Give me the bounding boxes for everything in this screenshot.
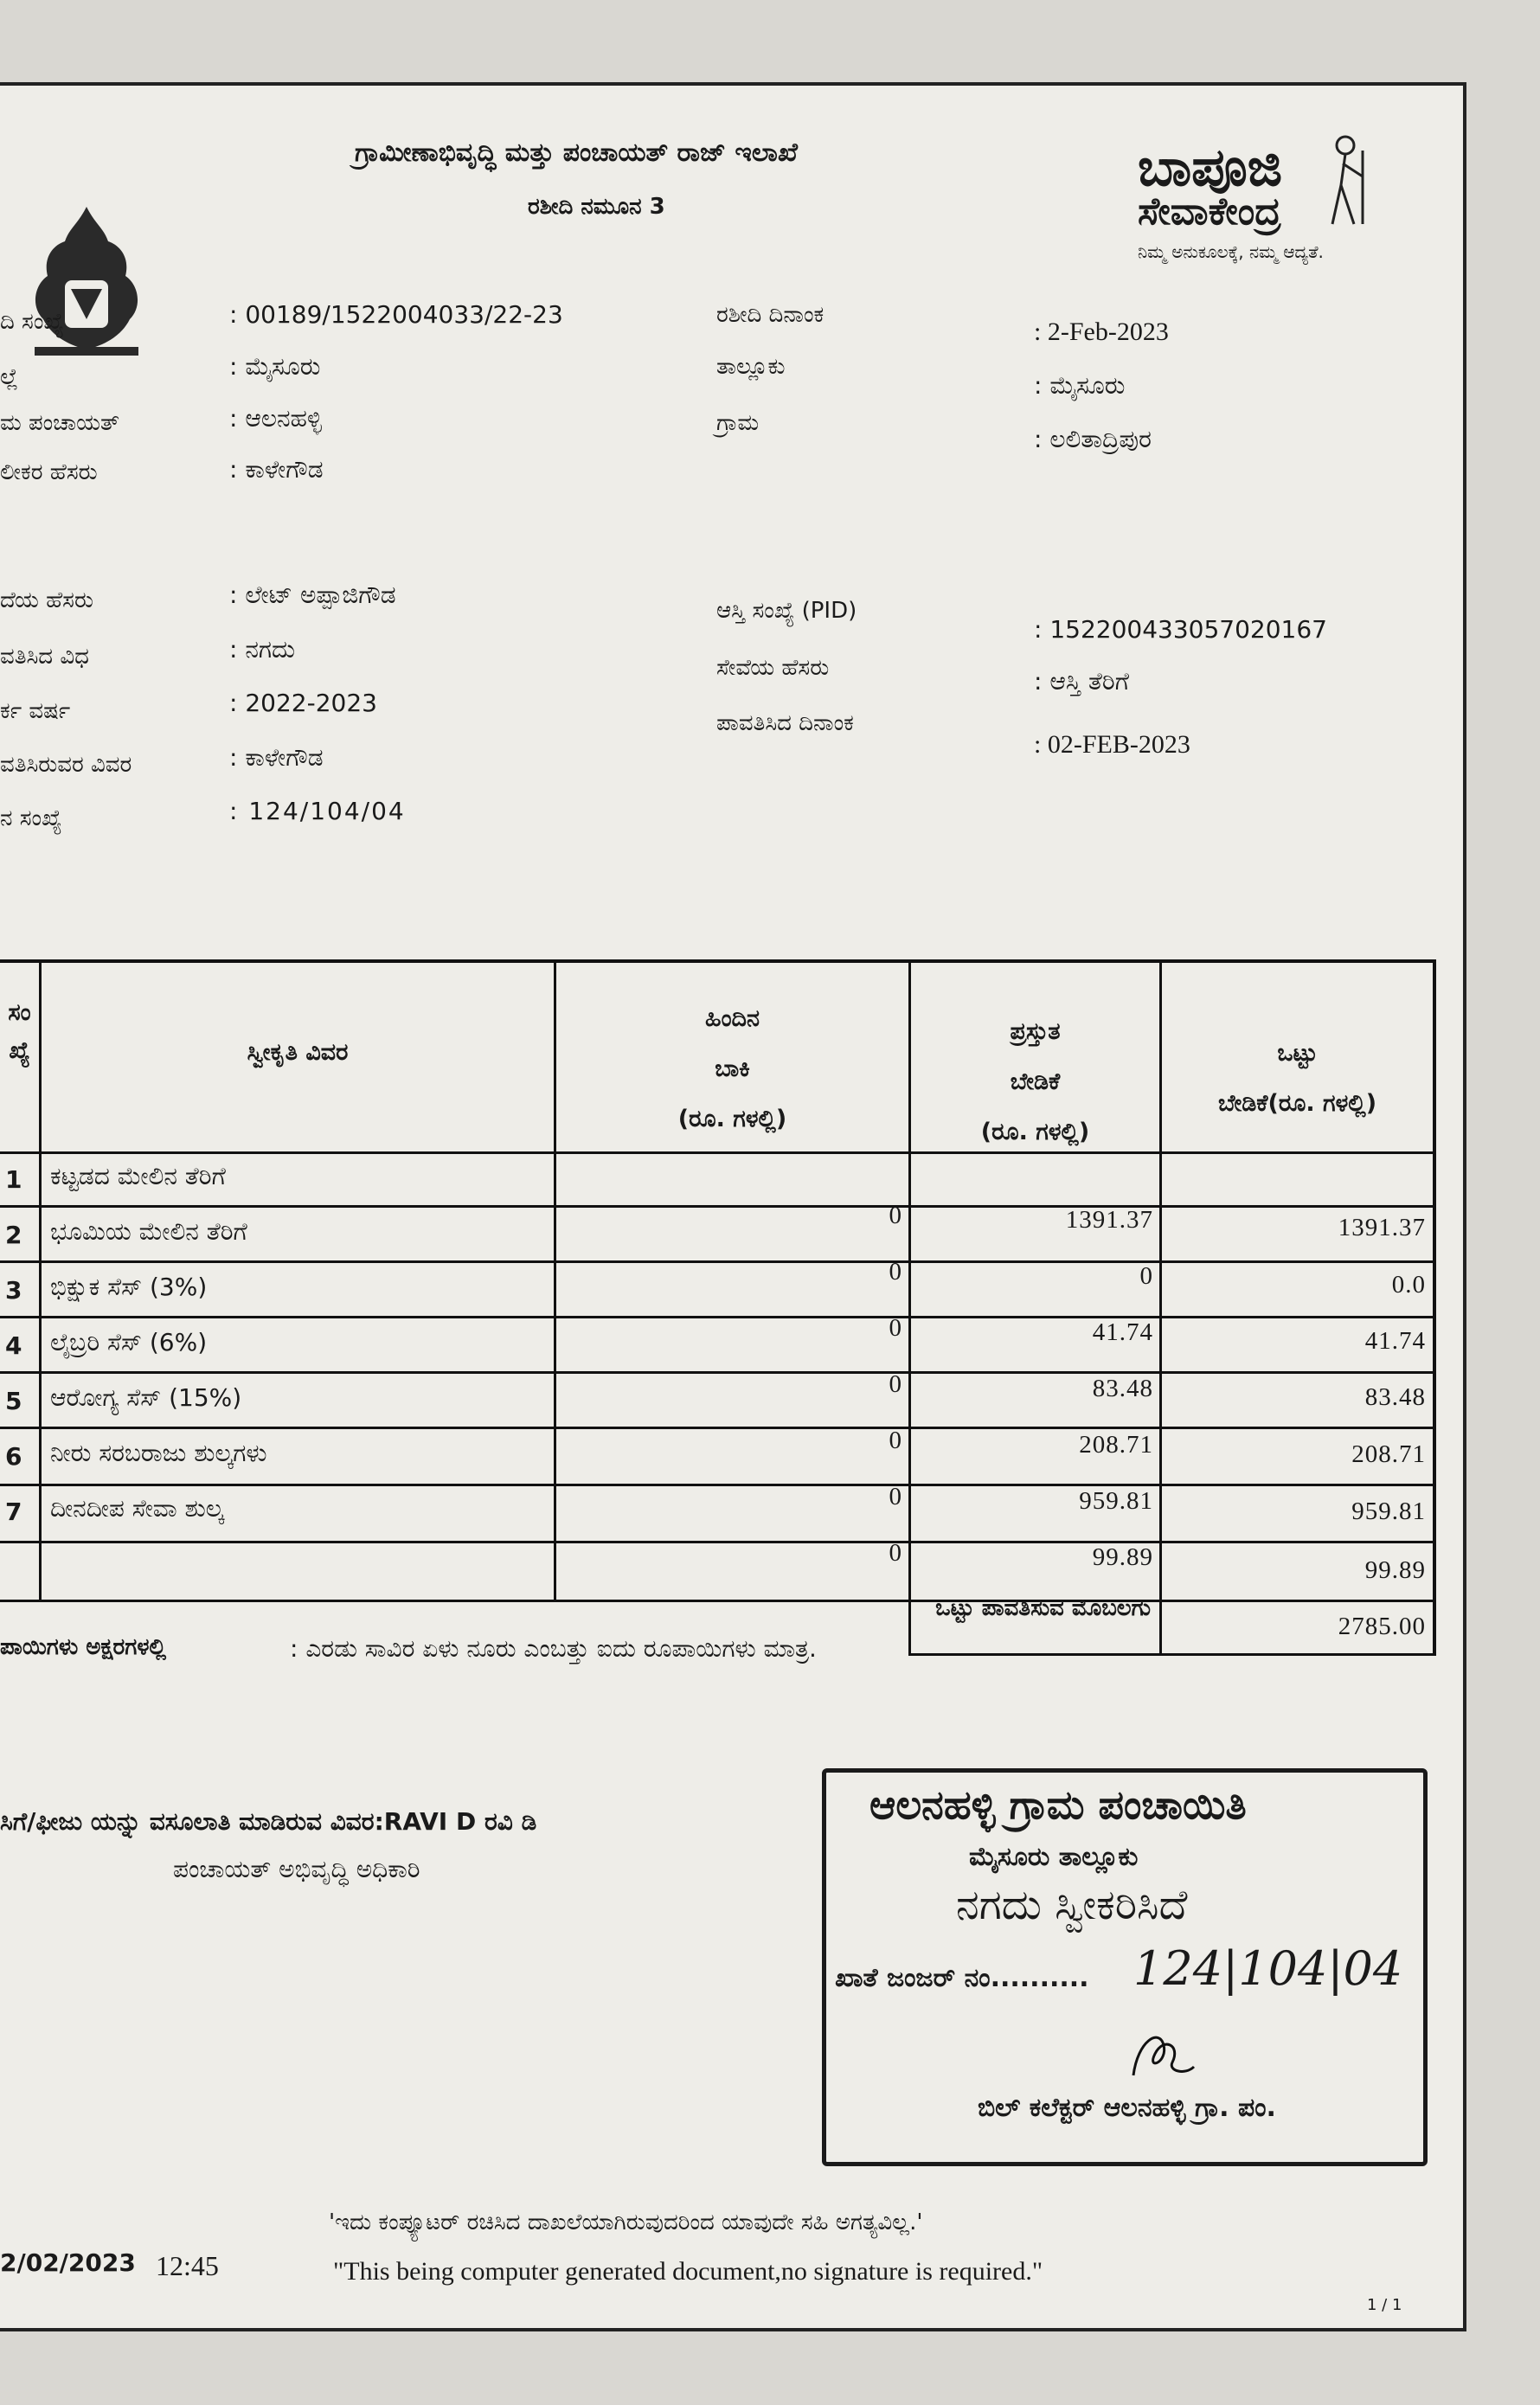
receipt-value-0: : 00189/1522004033/22-23 bbox=[229, 300, 563, 329]
stamp-khata-label: ಖಾತೆ ಜಂಜರ್ ನಂ.......... bbox=[835, 1963, 1089, 1993]
receipt-right-label-4: ಸೇವೆಯ ಹೆಸರು bbox=[716, 655, 830, 681]
receipt-table bbox=[0, 959, 1436, 1656]
row-4-curr: 83.48 bbox=[1092, 1375, 1153, 1402]
row-3-prev: 0 bbox=[889, 1314, 902, 1342]
receipt-right-label-3: ಆಸ್ತಿ ಸಂಖ್ಯೆ (PID) bbox=[716, 598, 857, 624]
footer-english-note: "This being computer generated document,no signature is required." bbox=[333, 2257, 1043, 2286]
receipt-value-8: : 124/104/04 bbox=[229, 797, 406, 825]
receipt-label-7: ವತಿಸಿರುವರ ವಿವರ bbox=[0, 752, 132, 778]
logo-title: ಬಾಪೂಜಿ bbox=[1138, 138, 1283, 198]
row-7-curr: 99.89 bbox=[1092, 1543, 1153, 1571]
row-5-prev: 0 bbox=[889, 1427, 902, 1454]
header-previous-balance: ಹಿಂದಿನ ಬಾಕಿ (ರೂ. ಗಳಲ್ಲಿ) bbox=[677, 1005, 787, 1132]
receipt-label-0: ದಿ ಸಂಖ್ಯೆ bbox=[0, 309, 64, 335]
row-1-sno: 1 bbox=[5, 1165, 22, 1194]
receipt-label-8: ನ ಸಂಖ್ಯೆ bbox=[0, 805, 62, 831]
collector-details: ಸಿಗೆ/ಫೀಜು ಯನ್ನು ವಸೂಲಾತಿ ಮಾಡಿರುವ ವಿವರ:RAVI D ರವಿ ಡಿ bbox=[0, 1807, 537, 1836]
receipt-right-value-3: : 152200433057020167 bbox=[1034, 615, 1327, 644]
receipt-right-label-5: ಪಾವತಿಸಿದ ದಿನಾಂಕ bbox=[716, 710, 854, 736]
receipt-label-6: ರ್ಕ ವರ್ಷ bbox=[0, 698, 71, 724]
row-2-prev: 0 bbox=[889, 1258, 902, 1286]
stamp-line-2: ಮೈಸೂರು ತಾಲ್ಲೂಕು bbox=[969, 1842, 1139, 1872]
row-4-sno: 4 bbox=[5, 1331, 22, 1360]
row-1-desc: ಕಟ್ಟಡದ ಮೇಲಿನ ತೆರಿಗೆ bbox=[50, 1162, 226, 1190]
row-6-total: 959.81 bbox=[1351, 1498, 1426, 1525]
logo-tagline: ನಿಮ್ಮ ಅನುಕೂಲಕ್ಕೆ, ನಮ್ಮ ಆದ್ಯತೆ. bbox=[1138, 241, 1324, 262]
row-4-prev: 0 bbox=[889, 1370, 902, 1398]
row-2-desc: ಭೂಮಿಯ ಮೇಲಿನ ತೆರಿಗೆ bbox=[50, 1217, 247, 1246]
row-6-curr: 959.81 bbox=[1079, 1487, 1153, 1515]
amount-words-label: ಪಾಯಿಗಳು ಅಕ್ಷರಗಳಲ್ಲಿ bbox=[0, 1634, 167, 1660]
receipt-document bbox=[0, 82, 1466, 2331]
gandhi-figure-icon bbox=[1315, 133, 1376, 228]
receipt-label-3: ಲೀಕರ ಹೆಸರು bbox=[0, 459, 98, 485]
receipt-value-3: : ಕಾಳೇಗೌಡ bbox=[229, 455, 324, 484]
row-5-curr: 208.71 bbox=[1079, 1431, 1153, 1459]
footer-time: 12:45 bbox=[156, 2250, 219, 2281]
row-2-sno: 2 bbox=[5, 1221, 22, 1249]
receipt-right-value-0: : 2-Feb-2023 bbox=[1034, 317, 1169, 346]
row-3-total: 41.74 bbox=[1364, 1327, 1426, 1355]
row-3-desc: ಭಿಕ್ಷುಕ ಸೆಸ್ (3%) bbox=[50, 1273, 208, 1301]
header-total-demand: ಒಟ್ಟು ಬೇಡಿಕೆ(ರೂ. ಗಳಲ್ಲಿ) bbox=[1217, 1040, 1377, 1117]
row-1-total: 1391.37 bbox=[1338, 1214, 1426, 1241]
header-current-demand: ಪ್ರಸ್ತುತ ಬೇಡಿಕೆ (ರೂ. ಗಳಲ್ಲಿ) bbox=[980, 1018, 1090, 1145]
row-3-curr: 41.74 bbox=[1092, 1318, 1153, 1346]
row-5-sno: 5 bbox=[5, 1387, 22, 1415]
grand-total-value: 2785.00 bbox=[1338, 1613, 1426, 1640]
footer-kannada-note: 'ಇದು ಕಂಪ್ಯೂಟರ್ ರಚಿಸಿದ ದಾಖಲೆಯಾಗಿರುವುದರಿಂದ ಯಾವುದೇ ಸಹಿ ಅಗತ್ಯವಿಲ್ಲ.' bbox=[329, 2209, 923, 2235]
logo-subtitle: ಸೇವಾಕೇಂದ್ರ bbox=[1138, 189, 1281, 234]
row-1-curr: 1391.37 bbox=[1065, 1206, 1153, 1234]
row-4-desc: ಲೈಬ್ರರಿ ಸೆಸ್ (6%) bbox=[50, 1328, 208, 1356]
grand-total-label: ಒಟ್ಟು ಪಾವತಿಸುವ ಮೊಬಲಗು bbox=[935, 1595, 1151, 1621]
receipt-right-value-1: : ಮೈಸೂರು bbox=[1034, 371, 1126, 400]
collector-designation: ಪಂಚಾಯತ್ ಅಭಿವೃದ್ಧಿ ಅಧಿಕಾರಿ bbox=[173, 1855, 420, 1883]
row-6-prev: 0 bbox=[889, 1483, 902, 1510]
receipt-label-4: ದೆಯ ಹೆಸರು bbox=[0, 587, 94, 613]
row-7-prev: 0 bbox=[889, 1539, 902, 1567]
receipt-value-6: : 2022-2023 bbox=[229, 689, 377, 717]
receipt-right-label-2: ಗ್ರಾಮ bbox=[716, 410, 760, 436]
row-2-curr: 0 bbox=[1139, 1262, 1153, 1290]
receipt-right-label-1: ತಾಲ್ಲೂಕು bbox=[716, 354, 786, 380]
row-2-total: 0.0 bbox=[1391, 1271, 1426, 1299]
stamp-line-3: ನಗದು ಸ್ವೀಕರಿಸಿದೆ bbox=[956, 1881, 1188, 1929]
row-1-prev: 0 bbox=[889, 1202, 902, 1229]
receipt-label-2: ಮ ಪಂಚಾಯತ್ bbox=[0, 410, 120, 436]
stamp-khata-number: 124|104|04 bbox=[1133, 1941, 1403, 1996]
receipt-label-5: ವತಿಸಿದ ವಿಧ bbox=[0, 644, 89, 670]
row-6-sno: 6 bbox=[5, 1442, 22, 1471]
row-7-total: 99.89 bbox=[1364, 1556, 1426, 1584]
amount-words-value: : ಎರಡು ಸಾವಿರ ಏಳು ನೂರು ಎಂಬತ್ತು ಐದು ರೂಪಾಯಿಗಳು ಮಾತ್ರ. bbox=[290, 1634, 817, 1663]
row-4-total: 83.48 bbox=[1364, 1383, 1426, 1411]
page-number: 1 / 1 bbox=[1367, 2296, 1402, 2314]
receipt-right-label-0: ರಶೀದಿ ದಿನಾಂಕ bbox=[716, 302, 825, 328]
row-6-desc: ನೀರು ಸರಬರಾಜು ಶುಲ್ಕಗಳು bbox=[50, 1439, 267, 1467]
footer-date: 2/02/2023 bbox=[0, 2248, 136, 2277]
karnataka-emblem-icon bbox=[17, 198, 156, 362]
row-7-desc: ದೀನದೀಪ ಸೇವಾ ಶುಲ್ಕ bbox=[50, 1494, 224, 1523]
form-title: ರಶೀದಿ ನಮೂನ 3 bbox=[528, 194, 665, 220]
stamp-footer: ಬಿಲ್ ಕಲೆಕ್ಟರ್ ಆಲನಹಳ್ಳಿ ಗ್ರಾ. ಪಂ. bbox=[978, 2093, 1276, 2123]
row-3-sno: 3 bbox=[5, 1276, 22, 1305]
receipt-right-value-5: : 02-FEB-2023 bbox=[1034, 730, 1190, 759]
receipt-value-5: : ನಗದು bbox=[229, 635, 296, 664]
receipt-right-value-4: : ಆಸ್ತಿ ತೆರಿಗೆ bbox=[1034, 667, 1129, 696]
header-sno: ಸಂ ಖ್ಯೆ bbox=[8, 999, 31, 1064]
receipt-label-1: ಲ್ಲೆ bbox=[0, 364, 18, 390]
row-5-total: 208.71 bbox=[1351, 1440, 1426, 1468]
department-title: ಗ್ರಾಮೀಣಾಭಿವೃದ್ಧಿ ಮತ್ತು ಪಂಚಾಯತ್ ರಾಜ್ ಇಲಾಖೆ bbox=[355, 138, 798, 168]
header-description: ಸ್ವೀಕೃತಿ ವಿವರ bbox=[247, 1039, 349, 1066]
stamp-line-1: ಆಲನಹಳ್ಳಿ ಗ್ರಾಮ ಪಂಚಾಯಿತಿ bbox=[869, 1781, 1247, 1828]
signature-mark bbox=[1120, 2023, 1198, 2093]
receipt-value-4: : ಲೇಟ್ ಅಪ್ಪಾಜಿಗೌಡ bbox=[229, 580, 396, 609]
receipt-right-value-2: : ಲಲಿತಾದ್ರಿಪುರ bbox=[1034, 425, 1152, 453]
receipt-value-1: : ಮೈಸೂರು bbox=[229, 352, 321, 381]
row-5-desc: ಆರೋಗ್ಯ ಸೆಸ್ (15%) bbox=[50, 1383, 242, 1412]
receipt-value-2: : ಆಲನಹಳ್ಳಿ bbox=[229, 404, 322, 433]
panchayat-stamp bbox=[822, 1768, 1428, 2166]
row-7-sno: 7 bbox=[5, 1498, 22, 1526]
receipt-value-7: : ಕಾಳೇಗೌಡ bbox=[229, 743, 324, 772]
